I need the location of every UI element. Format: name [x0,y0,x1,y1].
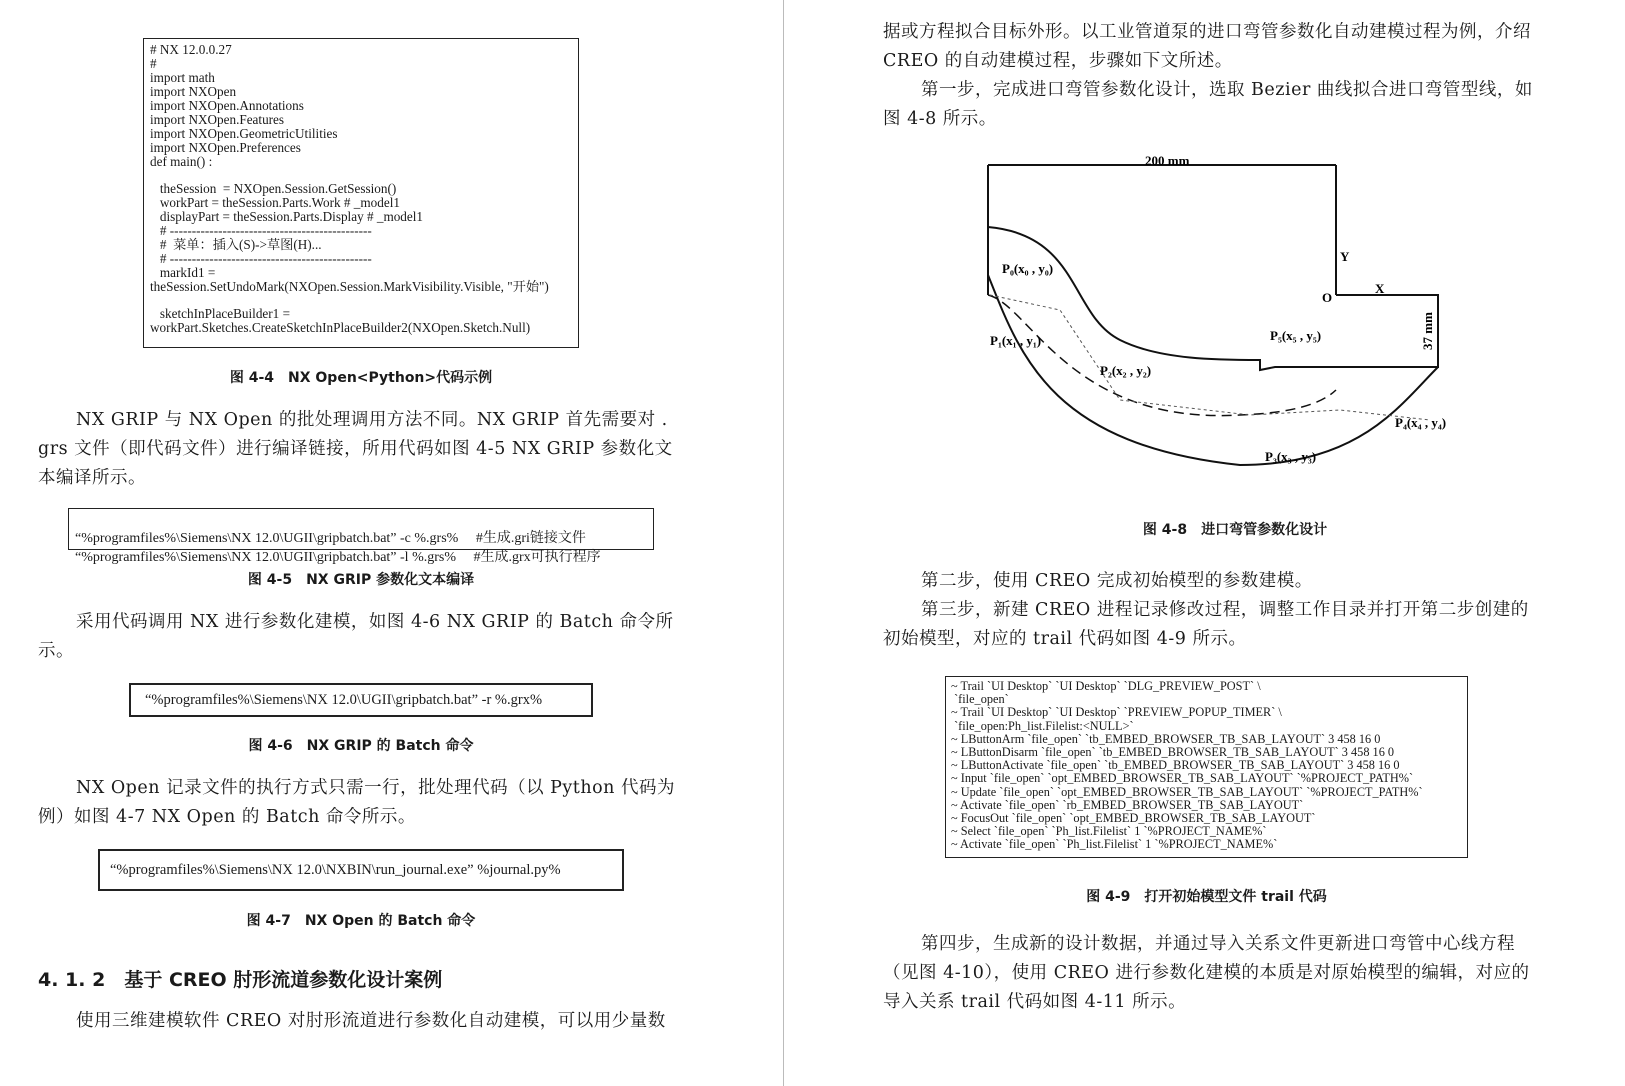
code-line: ~ Activate `file_open` `Ph_list.Filelist` 1 `%PROJECT_NAME%` [951,837,1278,852]
dimension-width: 200 mm [1145,153,1190,168]
code-line: # [150,56,157,71]
code-line: ~ Trail `UI Desktop` `UI Desktop` `DLG_PREVIEW_POST` \ [951,679,1261,693]
code-line: workPart.Sketches.CreateSketchInPlaceBuilder2(NXOpen.Sketch.Null) [150,320,531,336]
dimension-height: 37 mm [1420,312,1435,350]
code-line: theSession.SetUndoMark(NXOpen.Session.MarkVisibility.Visible, "开始") [150,279,549,295]
code-line: theSession = NXOpen.Session.GetSession() [150,181,397,197]
code-line: import NXOpen.GeometricUtilities [150,126,338,141]
origin-label: O [1322,290,1333,305]
code-line: import NXOpen.Preferences [150,140,301,155]
code-line: ~ LButtonActivate `file_open` `tb_EMBED_BROWSER_TB_SAB_LAYOUT` 3 458 16 0 [951,758,1400,773]
code-line: “%programfiles%\Siemens\NX 12.0\UGII\gripbatch.bat” -c %.grs% #生成.gri链接文件 [75,531,586,546]
code-line: import math [150,70,215,85]
point-p0: P₀(x₀ , y₀) [1002,261,1054,276]
code-line: # NX 12.0.0.27 [150,42,232,57]
figure-caption-4-8: 图 4-8 进口弯管参数化设计 [1142,522,1328,538]
code-line: # ---------------------------------------------- [150,223,372,239]
code-line: `file_open` [951,692,1009,707]
code-line: ~ FocusOut `file_open` `opt_EMBED_BROWSER_TB_SAB_LAYOUT` [951,811,1316,826]
figure-caption-4-6: 图 4-6 NX GRIP 的 Batch 命令 [248,738,474,754]
code-line: ~ Update `file_open` `opt_EMBED_BROWSER_TB_SAB_LAYOUT` `%PROJECT_PATH%` [951,784,1423,799]
grip-compile-code [68,508,654,565]
paragraph: 第四步，生成新的设计数据，并通过导入关系文件更新进口弯管中心线方程（见图 4-10），使用 CREO 进行参数化建模的本质是对原始模型的编辑，对应的导入关系 trail 代码如图 4-11 所示。 [883,934,1530,1012]
paragraph: 据或方程拟合目标外形。以工业管道泵的进口弯管参数化自动建模过程为例，介绍 CREO 的自动建模过程，步骤如下文所述。 [883,22,1531,71]
figure-caption-4-4: 图 4-4 NX Open<Python>代码示例 [229,370,493,386]
paragraph: 第三步，新建 CREO 进程记录修改过程，调整工作目录并打开第二步创建的初始模型，对应的 trail 代码如图 4-9 所示。 [883,600,1529,649]
code-line: `file_open:Ph_list.Filelist:<NULL>` [951,718,1134,733]
point-p4: P₄(x₄ , y₄) [1395,415,1447,430]
point-p1: P₁(x₁ , y₁) [990,333,1042,348]
axis-x-label: X [1375,281,1385,296]
page-gutter [783,0,784,1086]
code-line: ~ Input `file_open` `opt_EMBED_BROWSER_TB_SAB_LAYOUT` `%PROJECT_PATH%` [951,771,1414,786]
figure-caption-4-7: 图 4-7 NX Open 的 Batch 命令 [246,913,476,929]
code-line: sketchInPlaceBuilder1 = [150,306,291,322]
axis-y-label: Y [1340,249,1350,264]
code-line: markId1 = [150,265,216,281]
paragraph: 第一步，完成进口弯管参数化设计，选取 Bezier 曲线拟合进口弯管型线，如图 4-8 所示。 [883,80,1533,129]
paragraph: 使用三维建模软件 CREO 对肘形流道进行参数化自动建模，可以用少量数 [76,1011,666,1031]
paragraph: 采用代码调用 NX 进行参数化建模，如图 4-6 NX GRIP 的 Batch 命令所示。 [38,612,674,661]
section-heading: 4. 1. 2 基于 CREO 肘形流道参数化设计案例 [38,969,443,991]
figure-caption-4-5: 图 4-5 NX GRIP 参数化文本编译 [247,572,475,588]
paragraph: 第二步，使用 CREO 完成初始模型的参数建模。 [921,571,1313,591]
code-line: # ---------------------------------------------- [150,251,372,267]
code-line: import NXOpen.Annotations [150,98,304,113]
python-code-box [143,38,579,348]
paragraph: NX GRIP 与 NX Open 的批处理调用方法不同。NX GRIP 首先需要对 . grs 文件（即代码文件）进行编译链接，所用代码如图 4-5 NX GRIP 参数化文本编译所示。 [38,410,673,488]
point-p5: P₅(x₅ , y₅) [1270,328,1322,343]
code-line: displayPart = theSession.Parts.Display # _model1 [150,209,424,225]
code-line: “%programfiles%\Siemens\NX 12.0\UGII\gripbatch.bat” -l %.grs% #生成.grx可执行程序 [75,550,601,565]
code-line: ~ LButtonArm `file_open` `tb_EMBED_BROWSER_TB_SAB_LAYOUT` 3 458 16 0 [951,731,1381,746]
code-line: ~ Trail `UI Desktop` `UI Desktop` `PREVIEW_POPUP_TIMER` \ [951,705,1282,720]
code-line: ~ Select `file_open` `Ph_list.Filelist` 1 `%PROJECT_NAME%` [951,824,1267,839]
code-line: def main() : [150,154,213,169]
code-line: import NXOpen [150,84,237,99]
trail-code-box [945,676,1468,858]
paragraph: NX Open 记录文件的执行方式只需一行，批处理代码（以 Python 代码为例）如图 4-7 NX Open 的 Batch 命令所示。 [38,778,675,827]
code-line: workPart = theSession.Parts.Work # _model1 [150,195,400,211]
point-p2: P₂(x₂ , y₂) [1100,363,1152,378]
figure-caption-4-9: 图 4-9 打开初始模型文件 trail 代码 [1086,889,1327,905]
point-p3: P₃(x₃ , y₃) [1265,449,1317,464]
code-line: ~ LButtonDisarm `file_open` `tb_EMBED_BROWSER_TB_SAB_LAYOUT` 3 458 16 0 [951,745,1395,760]
code-line: import NXOpen.Features [150,112,285,127]
nxopen-batch-code: “%programfiles%\Siemens\NX 12.0\NXBIN\run_journal.exe” %journal.py% [98,849,624,891]
elbow-diagram [960,145,1480,475]
code-line: # 菜单：插入(S)->草图(H)... [150,237,322,253]
grip-batch-code: “%programfiles%\Siemens\NX 12.0\UGII\gripbatch.bat” -r %.grx% [129,683,593,717]
code-line: ~ Activate `file_open` `rb_EMBED_BROWSER_TB_SAB_LAYOUT` [951,797,1304,812]
